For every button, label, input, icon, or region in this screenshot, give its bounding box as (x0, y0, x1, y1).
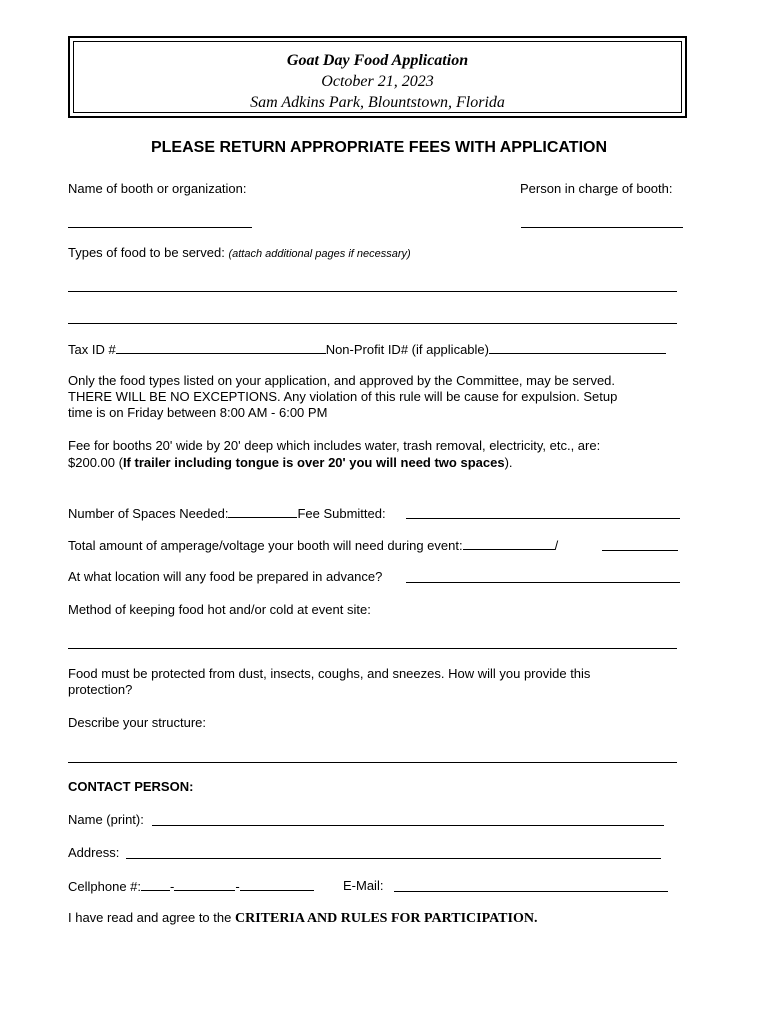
rules-line-3: time is on Friday between 8:00 AM - 6:00 PM (68, 405, 328, 420)
event-location: Sam Adkins Park, Blountstown, Florida (250, 94, 505, 111)
cellphone-prefix-field[interactable] (174, 878, 235, 891)
fees-line-1: Fee for booths 20' wide by 20' deep which includes water, trash removal, electricity, etc., are: (68, 438, 601, 453)
cellphone-label: Cellphone #: (68, 879, 141, 894)
protection-text: Food must be protected from dust, insects, coughs, and sneezes. How will you provide this protection? (68, 666, 591, 697)
contact-heading: CONTACT PERSON: (68, 779, 194, 794)
amperage-field[interactable] (463, 537, 555, 550)
contact-name-field[interactable] (152, 825, 664, 826)
amperage-label: Total amount of amperage/voltage your booth will need during event: (68, 538, 463, 553)
email-label: E-Mail: (343, 878, 384, 893)
voltage-field[interactable] (602, 550, 678, 551)
tax-id-field[interactable] (116, 341, 326, 354)
spaces-field[interactable] (228, 505, 297, 518)
rules-line-1: Only the food types listed on your application, and approved by the Committee, may be served. (68, 373, 616, 388)
nonprofit-field[interactable] (489, 341, 666, 354)
email-field[interactable] (394, 891, 668, 892)
food-types-line-2[interactable] (68, 323, 677, 324)
header-box (68, 36, 687, 118)
cellphone-dash-2: - (235, 879, 240, 894)
spaces-row (68, 505, 386, 522)
fees-heading: PLEASE RETURN APPROPRIATE FEES WITH APPLICATION (150, 139, 608, 156)
fee-close: ). (504, 455, 513, 470)
trailer-note: If trailer including tongue is over 20' you will need two spaces (122, 455, 505, 470)
fees-line-2 (68, 455, 513, 471)
header-inner-border (73, 41, 682, 113)
booth-name-field[interactable] (68, 227, 252, 228)
spaces-label: Number of Spaces Needed: (68, 506, 229, 521)
food-types-note: (attach additional pages if necessary) (228, 248, 411, 260)
tax-id-row (68, 341, 666, 358)
criteria-reference: CRITERIA AND RULES FOR PARTICIPATION. (234, 911, 538, 926)
cellphone-area-field[interactable] (141, 878, 170, 891)
agreement-prefix: I have read and agree to the (68, 910, 235, 925)
method-label: Method of keeping food hot and/or cold at event site: (68, 602, 371, 617)
food-types-line-1[interactable] (68, 291, 677, 292)
amperage-separator: / (554, 538, 559, 553)
fee-submitted-field[interactable] (406, 518, 680, 519)
food-types-label: Types of food to be served: (68, 245, 225, 260)
booth-name-label: Name of booth or organization: (68, 181, 247, 196)
fee-submitted-label: Fee Submitted: (297, 506, 386, 521)
person-in-charge-field[interactable] (521, 227, 683, 228)
agreement-row (68, 910, 537, 927)
structure-field[interactable] (68, 762, 677, 763)
cellphone-dash-1: - (170, 879, 175, 894)
form-title: Goat Day Food Application (286, 52, 469, 69)
fee-amount: $200.00 ( (68, 455, 123, 470)
structure-label: Describe your structure: (68, 715, 206, 730)
rules-line-2: THERE WILL BE NO EXCEPTIONS. Any violation of this rule will be cause for expulsion. Setup (68, 389, 618, 404)
amperage-row (68, 537, 558, 554)
location-field[interactable] (406, 582, 680, 583)
location-label: At what location will any food be prepared in advance? (68, 569, 383, 584)
food-types-label-row (68, 245, 411, 262)
nonprofit-label: Non-Profit ID# (if applicable) (325, 342, 489, 357)
event-date: October 21, 2023 (321, 73, 434, 90)
address-field[interactable] (126, 858, 661, 859)
cellphone-line-field[interactable] (240, 878, 314, 891)
person-in-charge-label: Person in charge of booth: (520, 181, 673, 196)
tax-id-label: Tax ID # (68, 342, 116, 357)
method-field[interactable] (68, 648, 677, 649)
cellphone-row (68, 878, 314, 895)
contact-name-label: Name (print): (68, 812, 144, 827)
address-label: Address: (68, 845, 120, 860)
